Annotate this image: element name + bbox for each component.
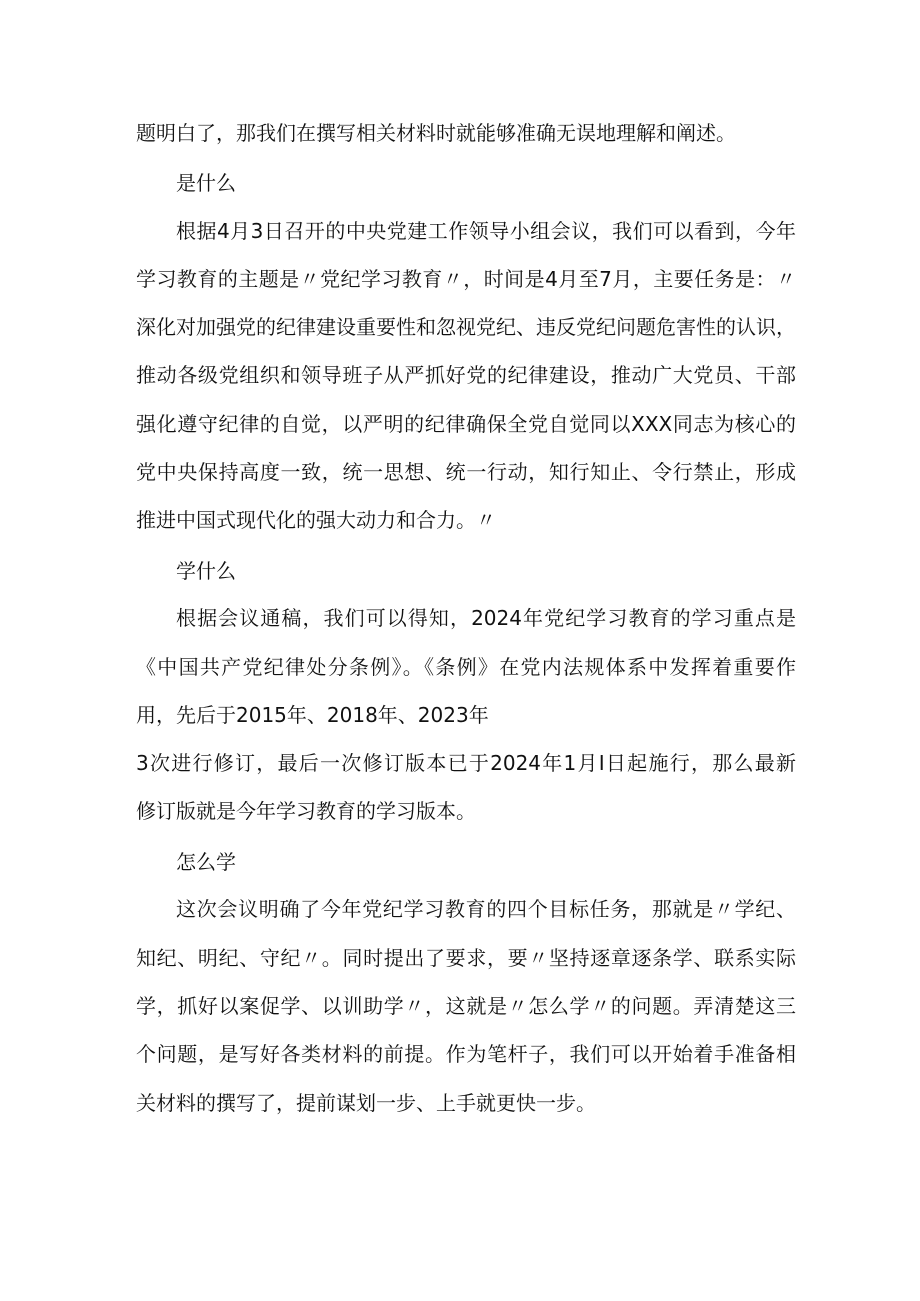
- paragraph-line: 用，先后于2015年、2018年、2023年: [136, 703, 489, 727]
- paragraph-line: 根据4月3日召开的中央党建工作领导小组会议，我们可以看到，今年: [176, 219, 796, 243]
- paragraph-line: 修订版就是今年学习教育的学习版本。: [136, 799, 476, 823]
- paragraph-line: 深化对加强党的纪律建设重要性和忽视党纪、违反党纪问题危害性的认识，: [136, 315, 796, 339]
- paragraph-line: 学习教育的主题是〃党纪学习教育〃，时间是4月至7月，主要任务是：〃: [136, 267, 796, 291]
- paragraph-line: 推动各级党组织和领导班子从严抓好党的纪律建设，推动广大党员、干部: [136, 363, 796, 387]
- paragraph-line: 党中央保持高度一致，统一思想、统一行动，知行知止、令行禁止，形成: [136, 460, 796, 484]
- paragraph-line: 3次进行修订，最后一次修订版本已于2024年1月I日起施行，那么最新: [136, 751, 796, 775]
- section-heading-how-to-learn: 怎么学: [176, 850, 236, 874]
- paragraph-line: 学，抓好以案促学、以训助学〃，这就是〃怎么学〃的问题。弄清楚这三: [136, 994, 796, 1018]
- section-heading-learn-what: 学什么: [176, 559, 236, 583]
- paragraph-line: 题明白了，那我们在撰写相关材料时就能够准确无误地理解和阐述。: [136, 121, 736, 145]
- section-heading-what: 是什么: [176, 171, 236, 195]
- paragraph-line: 这次会议明确了今年党纪学习教育的四个目标任务，那就是〃学纪、: [176, 897, 796, 921]
- paragraph-line: 《中国共产党纪律处分条例》。《条例》在党内法规体系中发挥着重要作: [136, 655, 796, 679]
- paragraph-line: 关材料的撰写了，提前谋划一步、上手就更快一步。: [136, 1091, 596, 1115]
- paragraph-line: 个问题，是写好各类材料的前提。作为笔杆子，我们可以开始着手准备相: [136, 1042, 796, 1066]
- paragraph-line: 根据会议通稿，我们可以得知，2024年党纪学习教育的学习重点是: [176, 606, 796, 630]
- paragraph-line: 强化遵守纪律的自觉，以严明的纪律确保全党自觉同以XXX同志为核心的: [136, 412, 796, 436]
- paragraph-line: 推进中国式现代化的强大动力和合力。〃: [136, 508, 496, 532]
- paragraph-line: 知纪、明纪、守纪〃。同时提出了要求，要〃坚持逐章逐条学、联系实际: [136, 946, 796, 970]
